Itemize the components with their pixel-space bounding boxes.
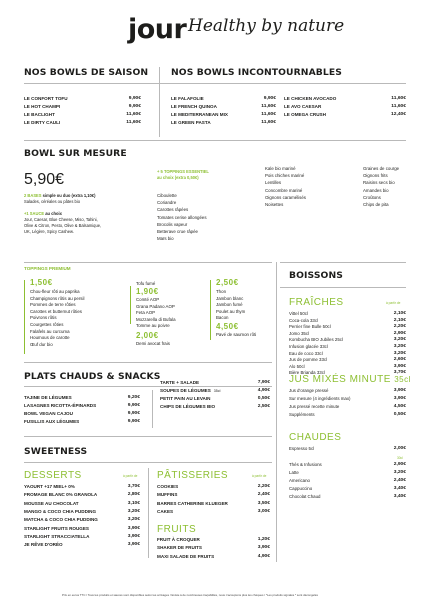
sauce-line	[24, 211, 62, 216]
menu-item-name: FRUIT À CROQUER	[157, 537, 200, 542]
premium-item: Grana Padano AOP	[136, 303, 175, 309]
menu-item-price: 2,20€	[257, 484, 270, 489]
menu-item-name: Americano	[289, 478, 310, 483]
premium-item: Bacon	[216, 315, 229, 321]
menu-item-price: 11,60€	[391, 104, 406, 109]
fraiches-title: FRAÎCHES	[289, 297, 344, 308]
menu-item-price: 2,60€	[393, 357, 406, 363]
menu-item-name-text: PETIT PAIN AU LEVAIN	[160, 396, 211, 401]
menu-item-price: 2,90€	[393, 330, 406, 336]
menu-item-name: LE GREEN PASTA	[171, 120, 211, 125]
menu-item-name: Bière Brianda 33cl	[289, 370, 325, 376]
fraiches-price-label: à partir de	[386, 301, 401, 305]
menu-item-name	[160, 396, 210, 402]
menu-item-price: 3,40€	[393, 494, 406, 499]
menu-item-price: 3,90€	[393, 396, 406, 401]
topping-item: Betterave crue râpée	[157, 229, 199, 234]
menu-item-name: Jus pressé recette minute	[289, 404, 340, 409]
patisseries-title: PÂTISSERIES	[157, 470, 229, 481]
section-title-sweetness: SWEETNESS	[24, 446, 88, 457]
divider	[24, 83, 406, 84]
bases-suffix: simple ou duo (extra 1,10€)	[42, 193, 96, 198]
topping-item: Carottes râpées	[157, 207, 189, 213]
menu-item-name: Perrier fine Bulle 50cl	[289, 324, 331, 330]
chaudes-title: CHAUDES	[289, 432, 342, 443]
menu-item-price: 3,90€	[257, 545, 270, 551]
divider-vertical	[276, 262, 277, 562]
menu-item-price: 11,60€	[391, 96, 406, 101]
menu-item-price: 2,40€	[257, 492, 270, 498]
divider	[24, 362, 272, 363]
menu-item-price: 9,20€	[127, 395, 140, 400]
premium-price-3: 2,00€	[136, 331, 159, 340]
sauce-suffix: au choix	[45, 211, 62, 216]
green-bar	[130, 286, 131, 324]
menu-item-name: Jus de pomme 33cl	[289, 357, 328, 363]
menu-item-name: FROMAGE BLANC 0% GRANOLA	[24, 492, 98, 498]
fruits-title: FRUITS	[157, 524, 197, 535]
menu-item-price: 3,20€	[393, 350, 406, 356]
menu-item-name: LE AVO CAESAR	[284, 104, 322, 109]
menu-item-price: 3,90€	[127, 525, 140, 531]
topping-item: Oignons frits	[363, 173, 388, 179]
premium-item: Feta AOP	[136, 310, 156, 316]
jus-size: 35cl	[394, 375, 411, 384]
menu-item-name: MOUSSE AU CHOCOLAT	[24, 500, 79, 506]
menu-item-name: MANGO & COCO CHIA PUDDING	[24, 508, 97, 514]
divider	[24, 386, 272, 387]
menu-item-name: LE HOT CHAMPI	[24, 104, 61, 109]
menu-item-name	[160, 388, 220, 394]
brand-logo: jour	[128, 14, 187, 45]
divider	[24, 436, 272, 437]
premium-item: Tofu fumé	[136, 281, 156, 286]
menu-item-name: Cappuccino	[289, 486, 313, 491]
menu-item-price: 3,90€	[127, 542, 140, 548]
menu-item-name: LE DIRTY CAULI	[24, 120, 61, 125]
premium-item: Thon	[216, 289, 227, 294]
bases-desc: Salades, céréales ou pâtes bio	[24, 199, 80, 204]
chaudes-size-label: 30cl	[397, 456, 403, 460]
topping-item: Brocolis vapeur	[157, 221, 188, 227]
menu-item-name: COOKIES	[157, 484, 179, 489]
menu-item-price: 3,70€	[127, 484, 140, 489]
menu-item-name: Eau de coco 33cl	[289, 350, 323, 356]
section-title-bowl-sur-mesure: BOWL SUR MESURE	[24, 148, 127, 159]
topping-item: Chips de pita	[363, 202, 389, 207]
menu-item-name	[160, 380, 199, 386]
divider	[280, 287, 406, 288]
menu-item-price: 3,40€	[393, 486, 406, 491]
premium-price-5: 4,50€	[216, 322, 239, 331]
topping-item: Tomates cerise allongées	[157, 214, 207, 220]
menu-item-name: Coca-cola 33cl	[289, 317, 319, 323]
menu-item-name: MUFFINS	[157, 492, 178, 498]
menu-item-price: 3,00€	[257, 508, 270, 514]
premium-item: Chou-fleur rôti au paprika	[30, 289, 80, 294]
menu-item-name: LE OMEGA CRUSH	[284, 112, 326, 117]
menu-item-price: 11,60€	[126, 120, 141, 125]
menu-item-name: SHAKER DE FRUITS	[157, 545, 202, 551]
topping-item: Noisettes	[265, 202, 284, 207]
menu-item-name: STARLIGHT STRACCIATELLA	[24, 533, 90, 539]
menu-item-price: 11,60€	[261, 120, 276, 125]
menu-item-price: 9,90€	[128, 96, 141, 101]
green-bar	[210, 280, 211, 340]
menu-item-name: JE RÊVE D'ORÉO	[24, 542, 63, 548]
menu-item-price: 2,50€	[257, 404, 270, 409]
menu-item-price: 2,10€	[393, 311, 406, 316]
menu-item-price: 2,20€	[393, 324, 406, 330]
menu-item-name: LE CONFORT TOFU	[24, 96, 68, 101]
premium-item: Courgettes rôties	[30, 322, 64, 327]
desserts-price-label: à partir de	[123, 474, 138, 478]
menu-item-name-text: CHIPS DE LÉGUMES BIO	[160, 404, 216, 409]
menu-item-name: BOWL VEGAN CAJOU	[24, 411, 73, 416]
premium-item: Falafels au curcuma	[30, 328, 70, 334]
desserts-title: DESSERTS	[24, 470, 82, 481]
divider-vertical	[159, 67, 160, 137]
menu-item-price: 9,90€	[263, 96, 276, 101]
bases-title: 2 BASES	[24, 193, 42, 198]
sauce-desc-1: Jour, Caesar, Blue Cheese, Miso, Tahini,	[24, 217, 98, 222]
menu-item-name: Alo 50cl	[289, 363, 305, 369]
menu-item-name: Jus d'orange pressé	[289, 388, 329, 393]
topping-item: Concombre mariné	[265, 187, 303, 193]
divider	[24, 462, 272, 463]
menu-item-price: 1,20€	[257, 537, 270, 542]
topping-item: Coriandre	[157, 200, 177, 206]
espresso-price: 2,00€	[393, 446, 406, 451]
green-bar	[24, 280, 25, 354]
section-title-bowls-incontournables: NOS BOWLS INCONTOURNABLES	[171, 67, 342, 78]
menu-item-price: 12,40€	[391, 112, 406, 117]
menu-item-price: 7,90€	[257, 380, 270, 385]
topping-item: Graines de courge	[363, 166, 400, 171]
bases-line	[24, 193, 95, 198]
premium-item: Jambon blanc	[216, 295, 244, 301]
premium-item: Carottes et butternut rôties	[30, 308, 82, 314]
jus-title-text: JUS MIXÉS MINUTE	[289, 374, 391, 385]
premium-price-4: 2,50€	[216, 278, 239, 287]
premium-item: Demi avocat frais	[136, 341, 170, 346]
patisseries-price-label: à partir de	[252, 474, 267, 478]
menu-item-name: Suppléments	[289, 412, 315, 417]
menu-item-price: 9,90€	[127, 411, 140, 416]
premium-item: Mozzarella di Bufala	[136, 316, 176, 322]
menu-item-name: STARLIGHT FRUITS ROUGES	[24, 525, 89, 531]
menu-item-name: LE MEDITERRANEAN MIX	[171, 112, 228, 117]
menu-item-price: 3,20€	[393, 337, 406, 343]
divider-vertical	[152, 390, 153, 428]
menu-item-name: TAJINE DE LÉGUMES	[24, 395, 72, 400]
divider-vertical	[148, 468, 149, 558]
menu-item-price: 0,50€	[257, 396, 270, 401]
menu-item-price: 11,60€	[261, 104, 276, 109]
premium-item: Tomme au poivre	[136, 323, 170, 329]
menu-item-name: LE BACLIGHT	[24, 112, 55, 117]
menu-item-name-text: SOUPES DE LÉGUMES	[160, 388, 211, 393]
menu-item-price: 4,90€	[257, 388, 270, 393]
premium-price-2: 1,90€	[136, 287, 159, 296]
topping-item: Oignons caramélisés	[265, 194, 306, 200]
menu-item-name: Vittel 50cl	[289, 311, 308, 316]
menu-item-price: 9,90€	[127, 403, 140, 408]
toppings-title-text: + 5 TOPPINGS ESSENTIEL	[157, 169, 209, 174]
section-title-bowls-saison: NOS BOWLS DE SAISON	[24, 67, 149, 78]
menu-item-size: 35cl	[213, 389, 221, 393]
menu-item-price: 2,40€	[393, 478, 406, 483]
premium-item: Poivrons rôtis	[30, 315, 57, 321]
menu-item-name: MAXI SALADE DE FRUITS	[157, 553, 215, 559]
menu-item-name: YAOURT +17 MIEL+ 0%	[24, 484, 75, 489]
sauce-title: +1 SAUCE	[24, 211, 45, 216]
espresso-name: Espresso 5cl	[289, 446, 315, 451]
divider	[280, 262, 406, 263]
menu-item-price: 3,90€	[393, 363, 406, 369]
menu-item-price: 3,20€	[127, 508, 140, 514]
menu-item-price: 3,10€	[127, 500, 140, 506]
topping-item: Lentilles	[265, 180, 282, 186]
toppings-title	[157, 169, 209, 174]
section-title-plats-chauds: PLATS CHAUDS & SNACKS	[24, 371, 161, 382]
menu-item-name: LE FRENCH QUINOA	[171, 104, 217, 109]
premium-item: Jambon fumé	[216, 302, 243, 308]
menu-item-name: Thés & Infusions	[289, 462, 322, 467]
menu-item-price: 9,90€	[128, 104, 141, 109]
menu-item-name: FUSILLIS AUX LÉGUMES	[24, 419, 80, 424]
premium-item: Comté AOP	[136, 297, 160, 302]
topping-item: Croûtons	[363, 194, 381, 200]
menu-item-name: Jomo 35cl	[289, 330, 310, 336]
premium-item: Œuf dur bio	[30, 341, 53, 347]
topping-item: Ciboulette	[157, 193, 177, 198]
menu-item-price: 3,50€	[257, 500, 270, 506]
menu-item-name: LE FALAFOLIE	[171, 96, 204, 101]
menu-item-price: 11,60€	[126, 112, 141, 117]
footer-note: Prix en euros TTC / Tous les produits et sauces sont disponibles selon les arrivages / Existe à de nombreuses traçabilités, nous n'acceptons plus les chèques / *Les produits signalés * sont décongelés	[62, 593, 318, 597]
menu-item-name: LASAGNES RICOTTA-ÉPINARDS	[24, 403, 97, 408]
menu-item-price: 11,60€	[261, 112, 276, 117]
premium-item: Houmous de carotte	[30, 335, 70, 341]
section-title-boissons: BOISSONS	[289, 270, 343, 281]
menu-item-price: 0,50€	[393, 412, 406, 417]
topping-item: Pois chiches mariné	[265, 173, 305, 179]
topping-item: Amandes bio	[363, 187, 389, 193]
menu-item-name: Infusion glacée 33cl	[289, 344, 328, 349]
menu-item-price: 3,20€	[393, 344, 406, 349]
menu-item-price: 4,50€	[393, 404, 406, 409]
menu-item-name: LE CHICKEN AVOCADO	[284, 96, 337, 101]
menu-item-price: 2,80€	[127, 492, 140, 498]
topping-item: Kale bio mariné	[265, 166, 296, 171]
menu-item-name: Latte	[289, 470, 299, 475]
menu-item-name	[160, 404, 215, 410]
menu-item-price: 3,90€	[393, 388, 406, 393]
menu-item-name: BARRES CATHERINE KLUEGER	[157, 500, 228, 506]
topping-item: Maïs bio	[157, 236, 174, 242]
premium-item: Pavé de saumon rôti	[216, 332, 257, 337]
divider	[24, 140, 406, 141]
premium-item: Champignons rôtis au persil	[30, 295, 85, 301]
bowl-sur-mesure-price: 5,90€	[24, 171, 65, 188]
menu-item-price: 3,20€	[393, 470, 406, 475]
toppings-suffix: au choix (extra 0,50€)	[157, 175, 199, 180]
menu-item-price: 3,70€	[393, 370, 406, 376]
brand-tagline: Healthy by nature	[188, 16, 345, 36]
menu-item-name: Kombucha BIO Jubiles 25cl	[289, 337, 343, 343]
premium-item: Poulet au thym	[216, 308, 246, 314]
toppings-premium-title: TOPPINGS PREMIUM	[24, 266, 71, 271]
menu-item-name: MATCHA & COCO CHIA PUDDING	[24, 517, 98, 523]
menu-item-name: Sur mesure (4 ingrédients max)	[289, 396, 351, 401]
menu-item-price: 3,20€	[127, 517, 140, 523]
divider	[24, 262, 272, 263]
sauce-desc-3: UK, Légère, Spicy Cashew.	[24, 229, 74, 234]
menu-item-name: CAKES	[157, 508, 174, 514]
menu-item-name: Chocolat Chaud	[289, 494, 321, 499]
menu-item-price: 9,90€	[127, 419, 140, 424]
premium-item: Pommes de terre rôties	[30, 302, 76, 308]
menu-item-price: 3,90€	[127, 533, 140, 539]
premium-price-1: 1,50€	[30, 278, 53, 287]
menu-item-name-text: TARTE + SALADE	[160, 380, 200, 385]
topping-item: Raisins secs bio	[363, 180, 395, 186]
menu-item-price: 2,90€	[393, 462, 406, 467]
sauce-desc-2: Olive & Citron, Pesto, Olive & Balsamique,	[24, 223, 102, 228]
menu-item-price: 2,10€	[393, 317, 406, 323]
menu-item-price: 4,90€	[257, 553, 270, 559]
